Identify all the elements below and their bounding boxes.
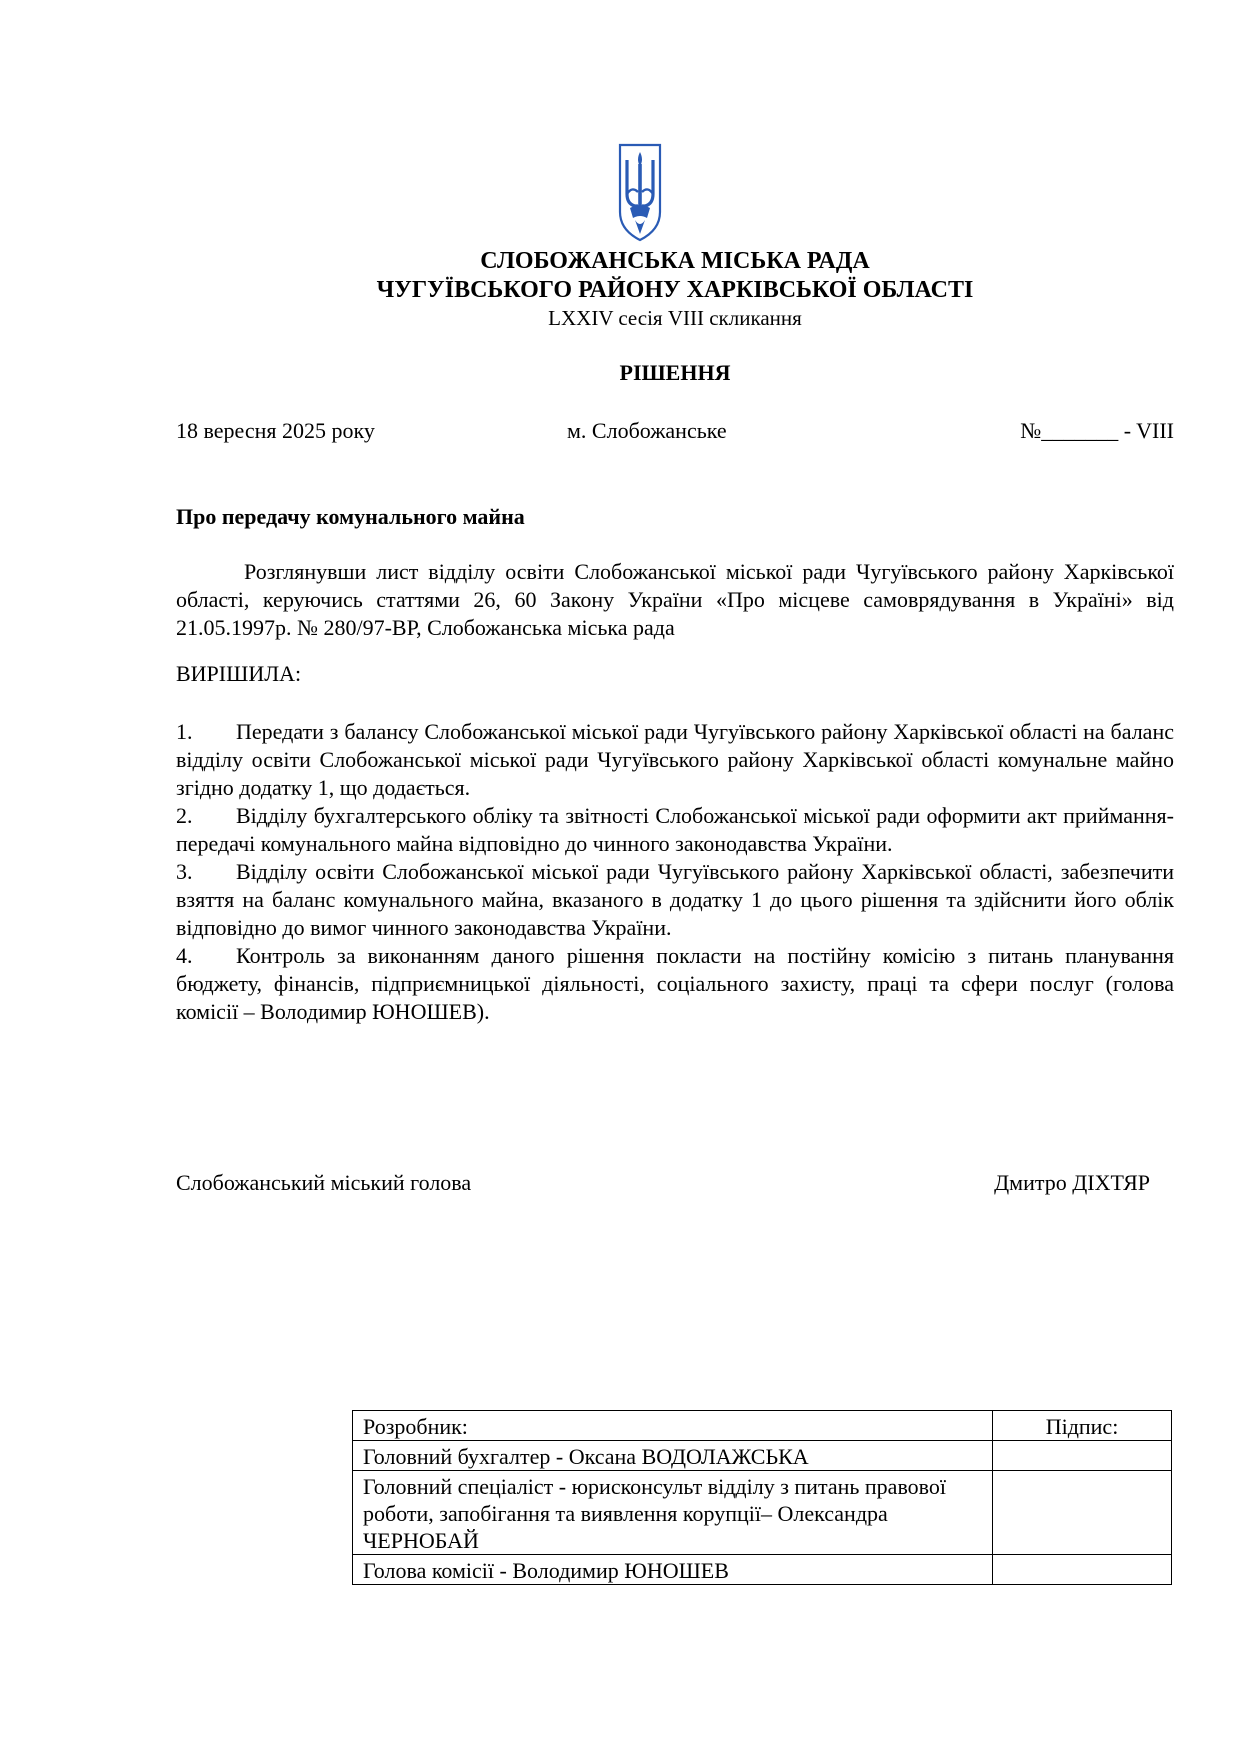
approver-name: Головний бухгалтер - Оксана ВОДОЛАЖСЬКА xyxy=(353,1441,993,1471)
approver-name: Голова комісії - Володимир ЮНОШЕВ xyxy=(353,1555,993,1585)
approver-name: Головний спеціаліст - юрисконсульт відділу з питань правової роботи, запобігання та виявлення корупції– Олександра ЧЕРНОБАЙ xyxy=(353,1471,993,1555)
table-row xyxy=(353,1471,1172,1555)
item-text: Відділу освіти Слобожанської міської ради Чугуївського району Харківської області, забезпечити взяття на баланс комунального майна, вказаного в додатку 1 до цього рішення та здійснити його облік відповідно до вимог чинного законодавства України. xyxy=(176,859,1174,940)
item-number: 3. xyxy=(176,859,193,884)
resolved-label: ВИРІШИЛА: xyxy=(176,661,302,686)
signatory-name: Дмитро ДІХТЯР xyxy=(994,1170,1150,1195)
document-number: №_______ - VIII xyxy=(1020,418,1174,443)
approver-signature-cell xyxy=(993,1471,1172,1555)
preamble-text: Розглянувши лист відділу освіти Слобожанської міської ради Чугуївського району Харківської області, керуючись статтями 26, 60 Закону України «Про місцеве самоврядування в Україні» від 21.05.1997р. № 280/97-ВР, Слобожанська міська рада xyxy=(176,559,1174,640)
approval-table-header xyxy=(353,1411,1172,1441)
item-text: Відділу бухгалтерського обліку та звітності Слобожанської міської ради оформити акт приймання-передачі комунального майна відповідно до чинного законодавства України. xyxy=(176,803,1174,856)
decision-items xyxy=(176,718,1174,1026)
table-row xyxy=(353,1441,1172,1471)
decision-title: Про передачу комунального майна xyxy=(176,504,525,529)
document-date: 18 вересня 2025 року xyxy=(176,418,375,443)
approver-signature-cell xyxy=(993,1441,1172,1471)
item-number: 2. xyxy=(176,803,193,828)
trident-coat-of-arms-icon xyxy=(617,142,663,242)
item-text: Контроль за виконанням даного рішення покласти на постійну комісію з питань планування бюджету, фінансів, підприємницької діяльності, соціального захисту, праці та сфери послуг (голова комісії – Володимир ЮНОШЕВ). xyxy=(176,943,1174,1024)
item-text: Передати з балансу Слобожанської міської ради Чугуївського району Харківської області на баланс відділу освіти Слобожанської міської ради Чугуївського району Харківської області комунальне майно згідно додатку 1, що додається. xyxy=(176,719,1174,800)
decision-item xyxy=(176,718,1174,802)
district-name: ЧУГУЇВСЬКОГО РАЙОНУ ХАРКІВСЬКОЇ ОБЛАСТІ xyxy=(376,277,974,303)
signature-block xyxy=(176,1168,1150,1198)
approver-signature-cell xyxy=(993,1555,1172,1585)
session-info: LXXIV сесія VIII скликання xyxy=(548,306,802,330)
item-number: 1. xyxy=(176,719,193,744)
table-row xyxy=(353,1555,1172,1585)
decision-item xyxy=(176,802,1174,858)
developer-header: Розробник: xyxy=(353,1411,993,1441)
decision-item xyxy=(176,858,1174,942)
document-meta xyxy=(176,416,1174,446)
item-number: 4. xyxy=(176,943,193,968)
decision-item xyxy=(176,942,1174,1026)
document-place: м. Слобожанське xyxy=(567,418,727,443)
document-type: РІШЕННЯ xyxy=(619,360,731,385)
signature-header: Підпис: xyxy=(993,1411,1172,1441)
approval-table xyxy=(352,1410,1172,1585)
council-name: СЛОБОЖАНСЬКА МІСЬКА РАДА xyxy=(480,248,870,274)
signatory-position: Слобожанський міський голова xyxy=(176,1170,472,1195)
